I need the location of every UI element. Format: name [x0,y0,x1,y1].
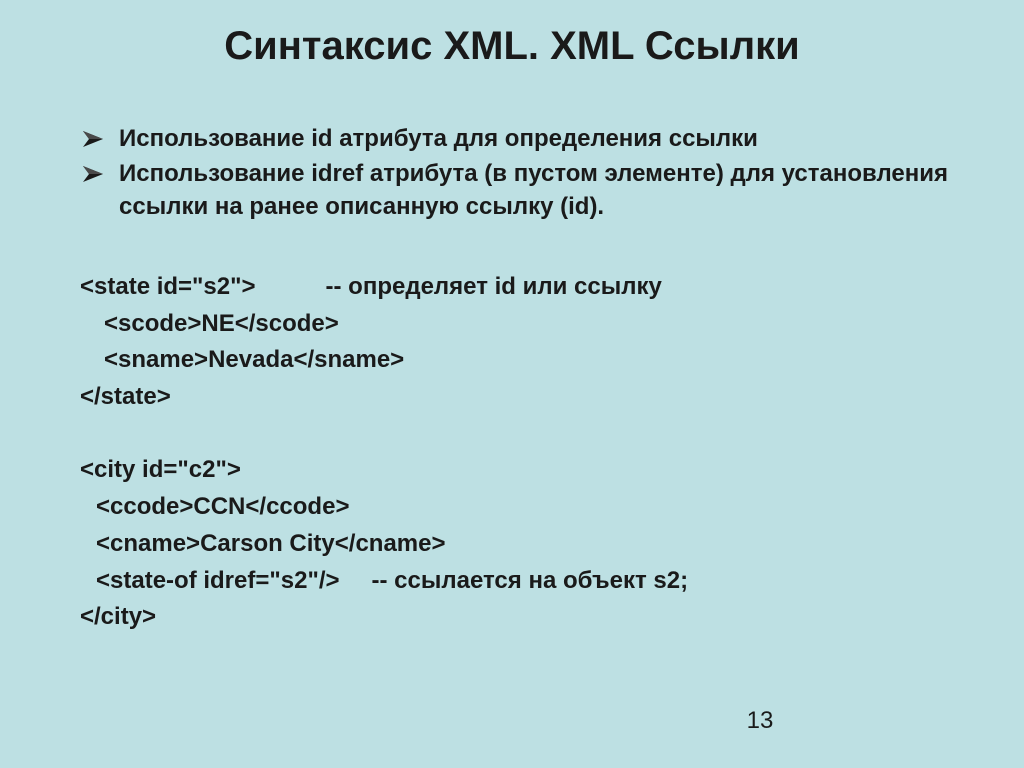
bullet-item [82,157,962,223]
city-open-line: <city id="c2"> [80,456,241,484]
state-open-line [80,269,688,306]
blank-line [80,416,688,453]
arrow-bullet-icon [82,130,104,148]
city-child-line: <ccode>CCN</ccode> [96,493,350,521]
city-ref-comment: -- ссылается на объект s2; [371,566,689,594]
slide-title: Синтаксис XML. XML Ссылки [224,24,800,68]
state-open-tag: <state id="s2"> [80,273,256,300]
city-ref-tag: <state-of idref="s2"/> [96,566,340,594]
state-close-line: </state> [80,383,171,411]
city-ref-line [80,563,688,600]
bullet-text: Использование id атрибута для определения ссылки [119,125,758,152]
page-number: 13 [746,707,774,734]
bullet-item [82,122,962,155]
xml-example [80,269,688,636]
state-child-line: <scode>NE</scode> [104,309,339,337]
arrow-bullet-icon [82,165,104,183]
bullet-list [82,122,962,225]
city-child-line: <cname>Carson City</cname> [96,529,446,557]
bullet-text: Использование idref атрибута (в пустом элементе) для установления ссылки на ранее описанную ссылку (id). [119,160,948,220]
state-comment: -- определяет id или ссылку [325,273,662,300]
city-close-line: </city> [80,603,157,631]
state-child-line: <sname>Nevada</sname> [104,346,405,374]
